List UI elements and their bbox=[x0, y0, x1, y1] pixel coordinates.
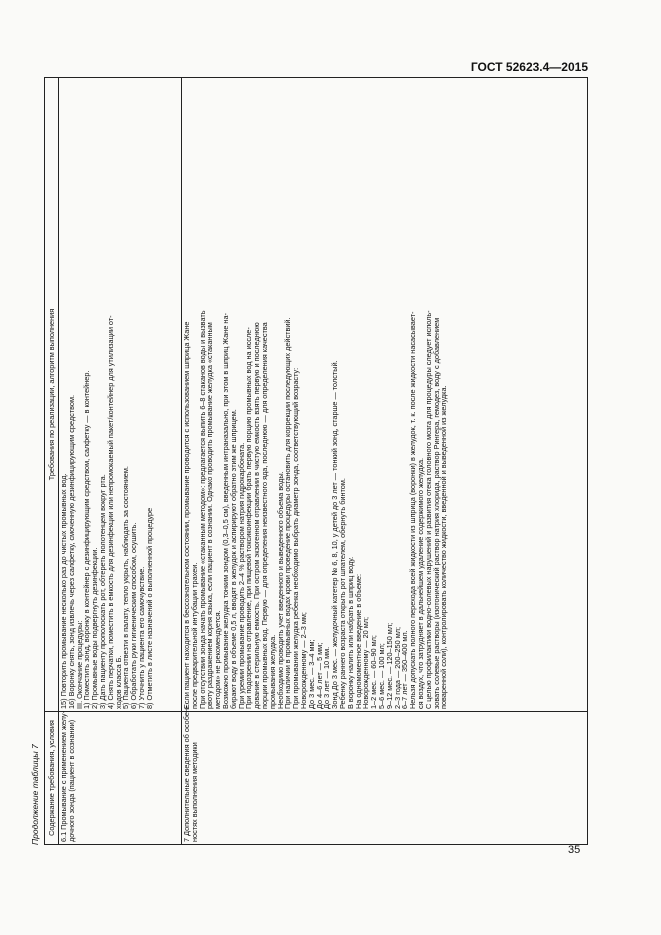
row1-step: 4) Снять перчатки, поместить в емкость для дезинфекции или непромокаемый пакет/контейнер для утилизации от- bbox=[105, 315, 115, 709]
table-header-row bbox=[45, 78, 59, 845]
row1-step: III. Окончание процедуры: bbox=[74, 620, 84, 709]
row2-condition-line: 7 Дополнительные сведения об особен- bbox=[182, 705, 191, 842]
row2-line: 6–7 лет — 350–400 мл. bbox=[400, 630, 410, 709]
row2-line: Если пациент находится в бессознательном состоянии, промывание проводится с использованием шприца Жане bbox=[182, 321, 191, 709]
row2-line: При промывании желудка ребенка необходимо выбрать диаметр зонда, соответствующий возрасту: bbox=[291, 367, 301, 709]
requirements-table bbox=[44, 77, 588, 845]
row1-step: 7) Уточнить у пациента его самочувствие. bbox=[136, 566, 146, 709]
row2-line: Зонд До 3 мес. — желудочный катетер № 6, 8, 10, у детей до 3 лет — тонкий зонд, старше — толстый. bbox=[330, 360, 340, 709]
row2-line: На одномоментное введение в объеме: bbox=[353, 574, 363, 709]
rotated-content bbox=[30, 77, 590, 845]
row2-line: При наличии в промывных водах крови проведение процедуры остановить для коррекции последующих действий. bbox=[283, 317, 293, 709]
header-condition: Содержание требования, условия bbox=[45, 712, 59, 845]
row1-step: 15) Повторить промывание несколько раз до чистых промывных вод. bbox=[59, 473, 68, 709]
row2-line: промывания желудка. bbox=[267, 634, 277, 709]
row2-line: Нельзя допускать полного перехода всей жидкости из шприца (воронки) в желудок, т. к. после жидкости насасывает- bbox=[408, 311, 418, 709]
row2-line: 2–3 года — 200–250 мл; bbox=[392, 626, 402, 709]
row2-line: При уремии промывание проводить 2–4 % раствором натрия гидрокарбоната. bbox=[236, 442, 246, 709]
row2-line: 9–12 мес. — 120–150 мл; bbox=[384, 622, 394, 709]
page-number: 35 bbox=[568, 844, 581, 856]
row2-line: Ребенку раннего возраста открыть рот шпателем, обернуть бинтом. bbox=[337, 478, 347, 709]
row1-step: 6) Обработать руки гигиеническим способом, осушить. bbox=[129, 522, 139, 709]
row2-line: Новорожденному — 2–3 мм; bbox=[298, 612, 308, 709]
row2-condition-line: ностях выполнения методики bbox=[189, 742, 199, 842]
row2-line: Новорожденному — 20 мл; bbox=[361, 616, 371, 709]
row1-step: 1) Поместить зонд, воронку в контейнер с дезинфицирующим средством, салфетку — в контейнер. bbox=[82, 370, 92, 709]
row1-steps bbox=[59, 78, 182, 712]
row2-line: 5–6 мес. — 100 мл; bbox=[376, 643, 386, 709]
row2-line: рвоту раздражением корня языка, если пациент в сознании. Однако проводить промывание желудка «стаканным bbox=[205, 322, 215, 709]
row2-line: С целью профилактики водно-солевых нарушений и развития отека головного мозга для процедуры следует исполь- bbox=[423, 310, 433, 709]
table-continuation-caption: Продолжение таблицы 7 bbox=[30, 744, 40, 845]
row1-step: 2) Промывные воды подвергнуть дезинфекции. bbox=[90, 547, 100, 709]
row2-line: поваренной соли), контролировать количество жидкости, введенной и выведенной из желудка. bbox=[439, 385, 449, 709]
row2-details bbox=[182, 78, 588, 712]
standard-designation: ГОСТ 52623.4—2015 bbox=[470, 60, 588, 74]
row2-line: 1–2 мес. — 60–90 мл; bbox=[369, 635, 379, 709]
row2-line: До 3 лет — 10 мм. bbox=[322, 646, 332, 709]
row2-line: бирают воду в объеме 0,5 л, вводят в желудок и аспирируют обратно этим же шприцем. bbox=[228, 409, 238, 709]
row1-step: ходов класса Б. bbox=[113, 655, 123, 709]
row2-line: В воронку налить или набрать в шприц воду. bbox=[345, 556, 355, 709]
row2-line: При отсутствии зонда начать промывание «стаканным методом»: предлагается выпить 6–8 стаканов воды и вызвать bbox=[197, 310, 207, 709]
row2-line: методом» не рекомендуется. bbox=[213, 610, 223, 709]
row1-condition-line: дочного зонда (пациент в сознании) bbox=[66, 719, 76, 842]
row2-line: после предварительной интубации трахеи. bbox=[189, 562, 199, 709]
row2-line: дование в стерильную емкость. При остром экзогенном отравлении в чистую емкость взять первую и последнюю bbox=[252, 322, 262, 709]
row2-line: Возможно промывание желудка тонким зондом (0,3–0,5 см), введенным интраназально, при этом в шприц Жане на- bbox=[220, 313, 230, 709]
row2-line: При подозрении на отравление, при пищевой токсикоинфекции брать первую порцию промывных вод на иссле- bbox=[244, 327, 254, 709]
row2-line: До 3 мес. — 3–4 мм; bbox=[306, 639, 316, 709]
row2-line: Необходимо проводить учет введенного и выведенного объема воды. bbox=[275, 471, 285, 709]
row1-step: 16) Воронку снять, зонд извлечь через салфетку, смоченную дезинфицирующим средством. bbox=[66, 395, 76, 709]
header-requirements: Требования по реализации, алгоритм выполнения bbox=[45, 78, 59, 712]
row2-line: зовать солевые растворы (изотонический раствор натрия хлорида, раствор Рингера, гемодез, воду с добавлением bbox=[431, 317, 441, 709]
row2-line: До 4–6 лет — 5 мм; bbox=[314, 642, 324, 709]
table-row bbox=[182, 78, 588, 845]
row2-line: порции промывных вод. Первую — для определения неизвестного яда, последнюю — для определения качества bbox=[259, 322, 269, 709]
row1-condition-line: 6.1 Промывание с применением желу- bbox=[59, 710, 68, 842]
row2-line: ся воздух, что затрудняет в дальнейшем удаление содержимого желудка. bbox=[415, 457, 425, 709]
row1-step: 8) Отметить в листе назначений о выполненной процедуре bbox=[144, 507, 154, 709]
row1-step: 5) Пациента отвезти в палату, тепло укрыть, наблюдать за состоянием. bbox=[121, 466, 131, 709]
row2-condition bbox=[182, 705, 588, 845]
table-row bbox=[59, 78, 182, 845]
row1-step: 3) Дать пациенту прополоскать рот, обтереть полотенцем вокруг рта. bbox=[97, 474, 107, 709]
row1-condition bbox=[59, 712, 182, 845]
